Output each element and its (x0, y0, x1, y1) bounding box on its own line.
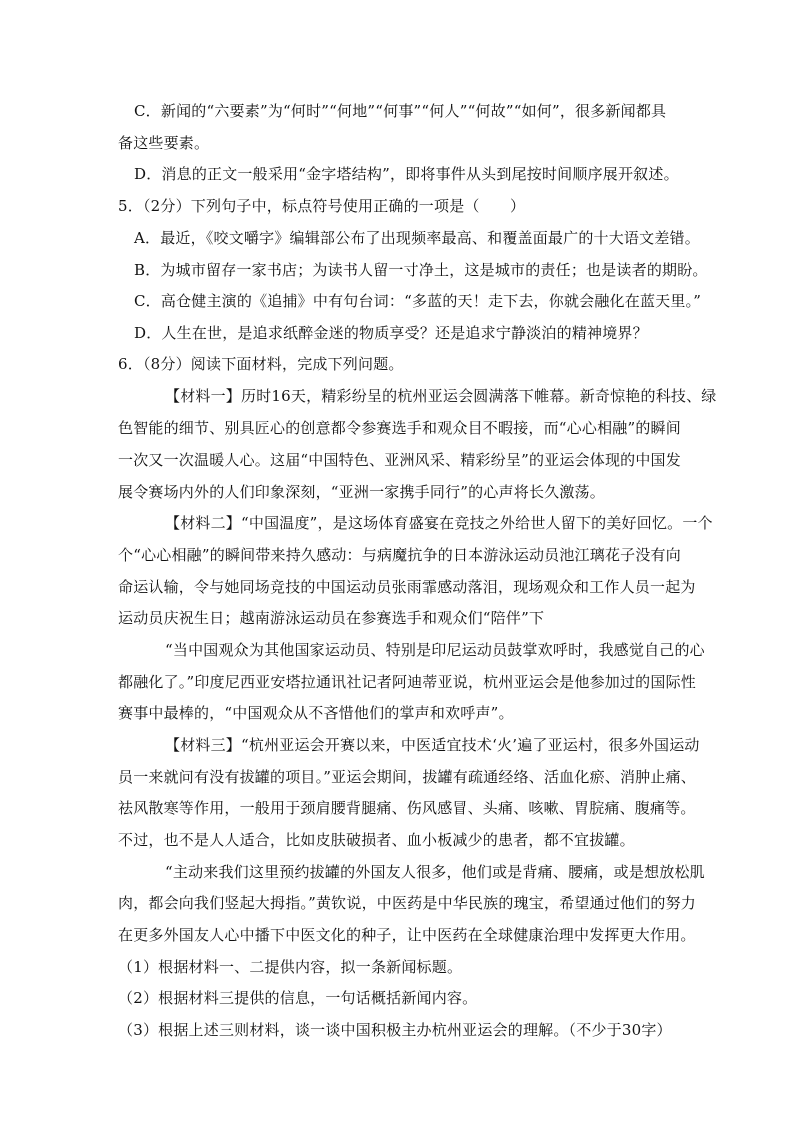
material-2-line: 个“心心相融”的瞬间带来持久感动：与病魔抗争的日本游泳运动员池江璃花子没有向 (118, 546, 681, 564)
material-1-line: 【材料一】历时16天，精彩纷呈的杭州亚运会圆满落下帷幕。新奇惊艳的科技、绿 (165, 387, 717, 405)
q5-stem: 5．（2分）下列句子中，标点符号使用正确的一项是（ ） (118, 197, 526, 215)
material-2-line: 运动员庆祝生日；越南游泳运动员在参赛选手和观众们“陪伴”下 (118, 609, 545, 627)
material-1-line: 色智能的细节、别具匠心的创意都令参赛选手和观众目不暇接，而“心心相融”的瞬间 (118, 419, 681, 437)
material-1-line: 一次又一次温暖人心。这届“中国特色、亚洲风采、精彩纷呈”的亚运会体现的中国发 (118, 451, 681, 469)
material-3-line: 不过，也不是人人适合，比如皮肤破损者、血小板减少的患者，都不宜拔罐。 (118, 831, 635, 849)
material-2-quote-line: “当中国观众为其他国家运动员、特别是印尼运动员鼓掌欢呼时，我感觉自己的心 (165, 641, 705, 659)
q4-option-c-line1: C．新闻的“六要素”为“何时”“何地”“何事”“何人”“何故”“如何”，很多新闻都具 (134, 102, 667, 120)
q4-option-c-line2: 备这些要素。 (118, 134, 210, 152)
q5-option-b: B．为城市留存一家书店；为读书人留一寸净土，这是城市的责任；也是读者的期盼。 (134, 261, 708, 279)
material-3-quote-line: 在更多外国友人心中播下中医文化的种子，让中医药在全球健康治理中发挥更大作用。 (118, 926, 696, 944)
material-2-quote-line: 赛事中最棒的，“中国观众从不吝惜他们的掌声和欢呼声”。 (118, 704, 514, 722)
material-2-quote-line: 都融化了。”印度尼西亚安塔拉通讯社记者阿迪蒂亚说，杭州亚运会是他参加过的国际性 (118, 673, 696, 691)
material-3-quote-line: “主动来我们这里预约拔罐的外国友人很多，他们或是背痛、腰痛，或是想放松肌 (165, 863, 705, 881)
q4-option-d: D．消息的正文一般采用“金字塔结构”，即将事件从头到尾按时间顺序展开叙述。 (134, 165, 679, 183)
material-2-line: 【材料二】“中国温度”，是这场体育盛宴在竞技之外给世人留下的美好回忆。一个 (165, 514, 713, 532)
material-2-line: 命运认输，令与她同场竞技的中国运动员张雨霏感动落泪，现场观众和工作人员一起为 (118, 578, 696, 596)
material-3-line: 祛风散寒等作用，一般用于颈肩腰背腿痛、伤风感冒、头痛、咳嗽、胃脘痛、腹痛等。 (118, 799, 696, 817)
material-3-line: 【材料三】“杭州亚运会开赛以来，中医适宜技术‘火’遍了亚运村，很多外国运动 (165, 736, 700, 754)
q5-option-c: C．高仓健主演的《追捕》中有句台词：“多蓝的天！走下去，你就会融化在蓝天里。” (134, 292, 702, 310)
q5-option-d: D．人生在世，是追求纸醉金迷的物质享受？还是追求宁静淡泊的精神境界？ (134, 324, 648, 342)
q6-subquestion-2: （2）根据材料三提供的信息，一句话概括新闻内容。 (118, 989, 478, 1007)
q5-option-a: A．最近，《咬文嚼字》编辑部公布了出现频率最高、和覆盖面最广的十大语文差错。 (134, 229, 700, 247)
q6-subquestion-1: （1）根据材料一、二提供内容，拟一条新闻标题。 (118, 958, 463, 976)
material-3-line: 员一来就问有没有拔罐的项目。”亚运会期间，拔罐有疏通经络、活血化瘀、消肿止痛、 (118, 768, 696, 786)
material-1-line: 展令赛场内外的人们印象深刻，“亚洲一家携手同行”的心声将长久激荡。 (118, 483, 605, 501)
q6-stem: 6．（8分）阅读下面材料，完成下列问题。 (118, 355, 404, 373)
q6-subquestion-3: （3）根据上述三则材料，谈一谈中国积极主办杭州亚运会的理解。（不少于30字） (118, 1021, 672, 1039)
material-3-quote-line: 肉，都会向我们竖起大拇指。”黄钦说，中医药是中华民族的瑰宝，希望通过他们的努力 (118, 894, 696, 912)
